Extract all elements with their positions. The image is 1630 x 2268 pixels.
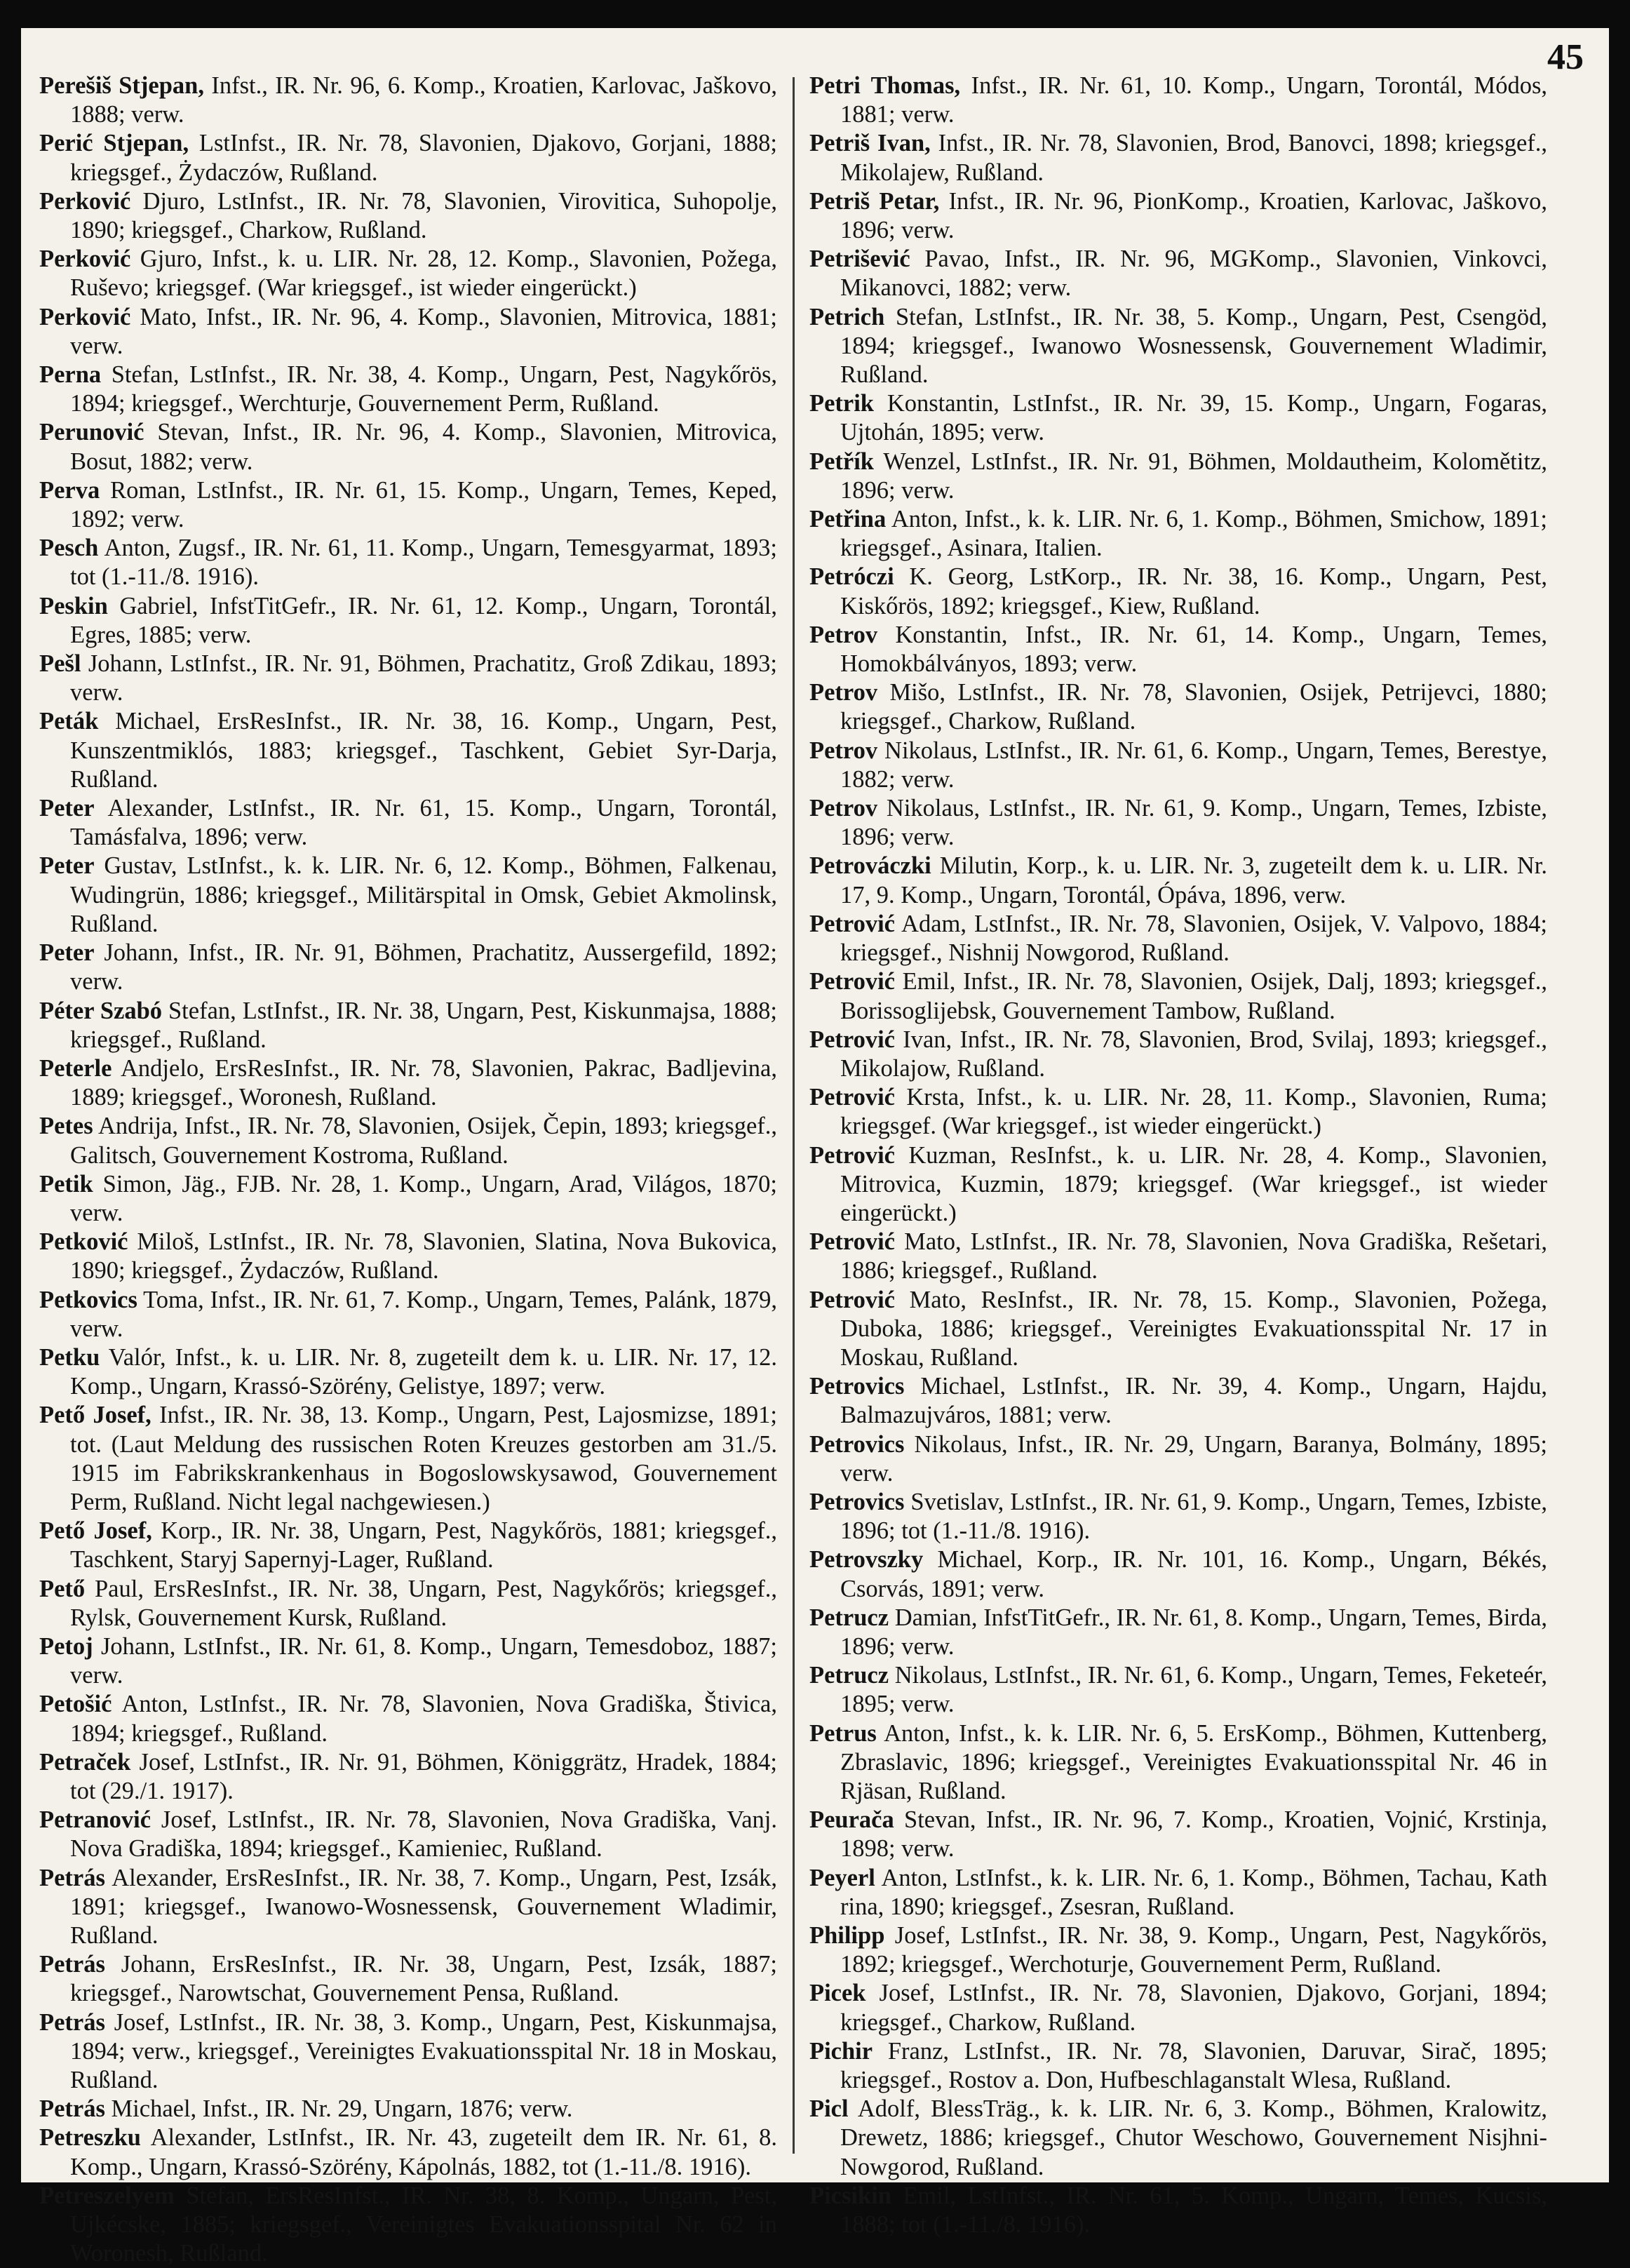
register-entry — [809, 678, 1547, 736]
register-entry — [809, 448, 1547, 505]
register-entry — [39, 1632, 777, 1690]
entry-name: Petrás — [39, 2008, 105, 2036]
entry-text: Adolf, BlessTräg., k. k. LIR. Nr. 6, 3. Komp., Böhmen, Kralowitz, Drewetz, 1886; kriegsgef., Chutor Weschowo, Gouvernement Nisjhni-Nowgorod, Rußland. — [840, 2095, 1547, 2180]
entry-name: Petrović — [809, 1084, 895, 1111]
entry-name: Petrov — [809, 679, 878, 706]
entry-name: Petřina — [809, 506, 887, 533]
entry-name: Petrović — [809, 1228, 895, 1256]
register-entry — [809, 1864, 1547, 1921]
register-entry — [809, 794, 1547, 852]
entry-name: Petkovics — [39, 1286, 137, 1313]
entry-text: Alexander, LstInfst., IR. Nr. 43, zugeteilt dem IR. Nr. 61, 8. Komp., Ungarn, Krassó-Szörény, Kápolnás, 1882, tot (1.-11./8. 1916). — [70, 2124, 777, 2180]
entry-text: Mato, ResInfst., IR. Nr. 78, 15. Komp., Slavonien, Požega, Duboka, 1886; kriegsgef., Vereinigtes Evakuationsspital Nr. 17 in Moskau, Rußland. — [840, 1286, 1547, 1371]
register-entry — [809, 303, 1547, 390]
entry-name: Pető — [39, 1575, 86, 1602]
register-entry — [809, 389, 1547, 447]
register-entry — [39, 187, 777, 245]
entry-text: Konstantin, Infst., IR. Nr. 61, 14. Komp., Ungarn, Temes, Homokbálványos, 1893; verw. — [840, 621, 1548, 678]
entry-name: Petreszelyem — [39, 2182, 175, 2209]
entry-name: Petrović — [809, 1141, 895, 1169]
register-entry — [809, 1141, 1547, 1228]
entry-text: Alexander, ErsResInfst., IR. Nr. 38, 7. Komp., Ungarn, Pest, Izsák, 1891; kriegsgef., Iwanowo-Wosnessensk, Gouvernement Wladimir, Rußland. — [70, 1864, 777, 1949]
entry-text: Nikolaus, LstInfst., IR. Nr. 61, 6. Komp., Ungarn, Temes, Berestye, 1882; verw. — [840, 737, 1548, 793]
entry-name: Petrik — [809, 390, 874, 417]
register-entry — [809, 1430, 1547, 1488]
entry-text: Svetislav, LstInfst., IR. Nr. 61, 9. Komp., Ungarn, Temes, Izbiste, 1896; tot (1.-11./8. 1916). — [840, 1488, 1548, 1545]
register-entry — [39, 1054, 777, 1112]
entry-name: Petrováczki — [809, 852, 931, 880]
entry-name: Perković — [39, 303, 131, 330]
entry-text: Anton, Infst., k. k. LIR. Nr. 6, 1. Komp., Böhmen, Smichow, 1891; kriegsgef., Asinara, Italien. — [840, 506, 1547, 562]
register-entry — [39, 1950, 777, 2008]
register-entry — [809, 967, 1547, 1025]
entry-text: Simon, Jäg., FJB. Nr. 28, 1. Komp., Ungarn, Arad, Világos, 1870; verw. — [70, 1170, 778, 1226]
register-entry — [809, 505, 1547, 563]
entry-name: Petranović — [39, 1806, 151, 1834]
entry-text: Miloš, LstInfst., IR. Nr. 78, Slavonien, Slatina, Nova Bukovica, 1890; kriegsgef., Żydaczów, Rußland. — [70, 1228, 777, 1284]
entry-text: Anton, Zugsf., IR. Nr. 61, 11. Komp., Ungarn, Temesgyarmat, 1893; tot (1.-11./8. 1916). — [70, 535, 777, 591]
entry-name: Petoj — [39, 1632, 93, 1660]
entry-name: Petrov — [809, 621, 878, 648]
register-entry — [809, 1921, 1547, 1979]
register-entry — [809, 563, 1547, 620]
entry-name: Peyerl — [809, 1864, 875, 1891]
register-entry — [39, 303, 777, 361]
entry-name: Petik — [39, 1170, 93, 1197]
entry-text: Gabriel, InfstTitGefr., IR. Nr. 61, 12. Komp., Ungarn, Torontál, Egres, 1885; verw. — [70, 592, 777, 648]
entry-text: Djuro, LstInfst., IR. Nr. 78, Slavonien, Virovitica, Suhopolje, 1890; kriegsgef., Charkow, Rußland. — [70, 187, 777, 244]
entry-name: Perva — [39, 476, 100, 504]
register-entry — [39, 2008, 777, 2095]
register-entry — [39, 707, 777, 794]
entry-text: Infst., IR. Nr. 96, PionKomp., Kroatien, Karlovac, Jaškovo, 1896; verw. — [840, 187, 1547, 244]
register-entry — [39, 1864, 777, 1951]
entry-name: Petrović — [809, 968, 895, 995]
register-entry — [809, 621, 1547, 678]
register-entry — [39, 72, 777, 129]
entry-text: Johann, Infst., IR. Nr. 91, Böhmen, Prachatitz, Aussergefild, 1892; verw. — [70, 939, 778, 995]
register-entry — [809, 737, 1547, 794]
entry-name: Petróczi — [809, 563, 894, 591]
entry-name: Peter — [39, 939, 95, 967]
register-entry — [809, 1719, 1547, 1806]
register-entry — [809, 1026, 1547, 1083]
register-entry — [809, 72, 1547, 129]
entry-text: Korp., IR. Nr. 38, Ungarn, Pest, Nagykőrös, 1881; kriegsgef., Taschkent, Staryj Sapernyj-Lager, Rußland. — [70, 1517, 778, 1573]
entry-name: Petriš Petar, — [809, 187, 940, 215]
entry-name: Petrovszky — [809, 1546, 924, 1573]
entry-name: Peter — [39, 795, 95, 822]
page-number: 45 — [1547, 37, 1584, 77]
entry-name: Petrás — [39, 2095, 105, 2123]
entry-text: Pavao, Infst., IR. Nr. 96, MGKomp., Slavonien, Vinkovci, Mikanovci, 1882; verw. — [840, 246, 1547, 302]
register-entry — [39, 1343, 777, 1401]
register-entry — [809, 1488, 1547, 1545]
register-entry — [39, 418, 777, 476]
entry-name: Pető Josef, — [39, 1402, 151, 1429]
entry-name: Perunović — [39, 419, 144, 446]
entry-text: Valór, Infst., k. u. LIR. Nr. 8, zugeteilt dem k. u. LIR. Nr. 17, 12. Komp., Ungarn, Krassó-Szörény, Gelistye, 1897; verw. — [70, 1343, 777, 1400]
entry-text: Damian, InfstTitGefr., IR. Nr. 61, 8. Komp., Ungarn, Temes, Birda, 1896; verw. — [840, 1604, 1548, 1660]
entry-text: Mato, LstInfst., IR. Nr. 78, Slavonien, Nova Gradiška, Rešetari, 1886; kriegsgef., Rußland. — [840, 1228, 1548, 1284]
register-entry — [809, 2037, 1547, 2095]
entry-text: Andrija, Infst., IR. Nr. 78, Slavonien, Osijek, Čepin, 1893; kriegsgef., Galitsch, Gouvernement Kostroma, Rußland. — [70, 1113, 777, 1169]
entry-name: Petreszku — [39, 2124, 141, 2152]
entry-text: Ivan, Infst., IR. Nr. 78, Slavonien, Brod, Svilaj, 1893; kriegsgef., Mikolajow, Rußland. — [840, 1026, 1548, 1082]
register-entry — [39, 852, 777, 939]
register-entry — [39, 2095, 777, 2123]
entry-name: Peurača — [809, 1806, 894, 1834]
entry-name: Petrus — [809, 1719, 877, 1747]
register-entry — [809, 1545, 1547, 1603]
register-entry — [39, 361, 777, 418]
register-entry — [809, 245, 1547, 302]
entry-text: Nikolaus, LstInfst., IR. Nr. 61, 6. Komp., Ungarn, Temes, Feketeér, 1895; verw. — [840, 1662, 1547, 1718]
entry-name: Pešl — [39, 650, 81, 678]
entry-text: Krsta, Infst., k. u. LIR. Nr. 28, 11. Komp., Slavonien, Ruma; kriegsgef. (War kriegsgef., ist wieder eingerückt.) — [840, 1084, 1547, 1140]
entry-name: Péter Szabó — [39, 997, 163, 1024]
register-entry — [809, 1604, 1547, 1661]
entry-name: Petes — [39, 1113, 93, 1140]
entry-name: Petrov — [809, 737, 878, 764]
entry-name: Petku — [39, 1343, 100, 1371]
entry-text: Alexander, LstInfst., IR. Nr. 61, 15. Komp., Ungarn, Torontál, Tamásfalva, 1896; verw. — [70, 795, 777, 851]
register-entry — [809, 1806, 1547, 1863]
entry-text: Michael, Infst., IR. Nr. 29, Ungarn, 1876; verw. — [111, 2095, 573, 2123]
entry-text: Infst., IR. Nr. 78, Slavonien, Brod, Banovci, 1898; kriegsgef., Mikolajew, Rußland. — [840, 130, 1547, 186]
register-entry — [39, 1170, 777, 1228]
entry-name: Picl — [809, 2095, 849, 2123]
entry-text: Mato, Infst., IR. Nr. 96, 4. Komp., Slavonien, Mitrovica, 1881; verw. — [70, 303, 778, 359]
register-entry — [39, 1228, 777, 1285]
register-entry — [809, 1661, 1547, 1719]
entry-text: LstInfst., IR. Nr. 78, Slavonien, Djakovo, Gorjani, 1888; kriegsgef., Żydaczów, Rußland. — [70, 130, 778, 186]
column-divider — [793, 77, 795, 2154]
entry-text: Infst., IR. Nr. 96, 6. Komp., Kroatien, Karlovac, Jaškovo, 1888; verw. — [70, 72, 778, 128]
entry-name: Perković — [39, 246, 131, 273]
register-entry — [39, 2123, 777, 2181]
register-entry — [39, 650, 777, 707]
entry-name: Peterle — [39, 1054, 112, 1082]
register-entry — [39, 2182, 777, 2268]
entry-text: Nikolaus, LstInfst., IR. Nr. 61, 9. Komp., Ungarn, Temes, Izbiste, 1896; verw. — [840, 795, 1548, 851]
register-entry — [39, 1401, 777, 1517]
entry-name: Peter — [39, 852, 95, 880]
entry-name: Petrovics — [809, 1430, 905, 1458]
entry-name: Picek — [809, 1980, 866, 2007]
register-entry — [809, 2182, 1547, 2239]
entry-text: Adam, LstInfst., IR. Nr. 78, Slavonien, Osijek, V. Valpovo, 1884; kriegsgef., Nishnij Nowgorod, Rußland. — [840, 910, 1547, 967]
entry-name: Petković — [39, 1228, 128, 1256]
entry-text: Michael, Korp., IR. Nr. 101, 16. Komp., Ungarn, Békés, Csorvás, 1891; verw. — [840, 1546, 1548, 1602]
entry-text: Josef, LstInfst., IR. Nr. 91, Böhmen, Königgrätz, Hradek, 1884; tot (29./1. 1917). — [70, 1748, 778, 1804]
entry-text: Wenzel, LstInfst., IR. Nr. 91, Böhmen, Moldautheim, Kolomětitz, 1896; verw. — [840, 448, 1547, 504]
register-entry — [809, 1083, 1547, 1141]
register-entry — [39, 1690, 777, 1747]
register-entry — [39, 129, 777, 187]
entry-text: Stefan, LstInfst., IR. Nr. 38, Ungarn, Pest, Kiskunmajsa, 1888; kriegsgef., Rußland. — [70, 997, 777, 1053]
entry-text: Emil, LstInfst., IR. Nr. 61, 5. Komp., Ungarn, Temes, Kucsis, 1888; tot (1.-11./8. 1916). — [840, 2182, 1548, 2239]
entry-text: Johann, LstInfst., IR. Nr. 61, 8. Komp., Ungarn, Temesdoboz, 1887; verw. — [70, 1632, 778, 1689]
entry-text: Konstantin, LstInfst., IR. Nr. 39, 15. Komp., Ungarn, Fogaras, Ujtohán, 1895; verw. — [840, 390, 1548, 446]
register-entry — [809, 1228, 1547, 1285]
entry-name: Petrov — [809, 795, 878, 822]
entry-name: Petrucz — [809, 1662, 889, 1689]
register-entry — [39, 534, 777, 591]
entry-name: Petri Thomas, — [809, 72, 961, 99]
register-entry — [809, 1286, 1547, 1373]
entry-text: Michael, LstInfst., IR. Nr. 39, 4. Komp., Ungarn, Hajdu, Balmazujváros, 1881; verw. — [840, 1373, 1548, 1429]
entry-text: Toma, Infst., IR. Nr. 61, 7. Komp., Ungarn, Temes, Palánk, 1879, verw. — [70, 1286, 777, 1342]
entry-name: Petrás — [39, 1951, 105, 1978]
entry-text: Gjuro, Infst., k. u. LIR. Nr. 28, 12. Komp., Slavonien, Požega, Ruševo; kriegsgef. (War kriegsgef., ist wieder eingerückt.) — [70, 246, 777, 302]
entry-text: Stefan, LstInfst., IR. Nr. 38, 4. Komp., Ungarn, Pest, Nagykőrös, 1894; kriegsgef., Werchturje, Gouvernement Perm, Rußland. — [70, 361, 777, 417]
entry-name: Petrovics — [809, 1373, 905, 1400]
entry-name: Petrich — [809, 303, 885, 330]
entry-text: Stefan, LstInfst., IR. Nr. 38, 5. Komp., Ungarn, Pest, Csengöd, 1894; kriegsgef., Iwanowo Wosnessensk, Gouvernement Wladimir, Rußland. — [840, 303, 1547, 389]
entry-name: Philipp — [809, 1922, 885, 1949]
entry-text: Infst., IR. Nr. 38, 13. Komp., Ungarn, Pest, Lajosmizse, 1891; tot. (Laut Meldung des russischen Roten Kreuzes gestorben am 31./5. 1915 im Fabrikskrankenhaus in Bogoslowskysawod, Gouvernement Perm, Rußland. Nicht legal nachgewiesen.) — [70, 1402, 778, 1515]
register-entry — [809, 852, 1547, 909]
register-entry — [809, 910, 1547, 967]
entry-name: Perić Stjepan, — [39, 130, 189, 157]
entry-name: Petřík — [809, 448, 874, 475]
entry-name: Perešiš Stjepan, — [39, 72, 204, 99]
entry-name: Pesch — [39, 535, 99, 562]
entry-text: Roman, LstInfst., IR. Nr. 61, 15. Komp., Ungarn, Temes, Keped, 1892; verw. — [70, 476, 778, 533]
entry-text: Infst., IR. Nr. 61, 10. Komp., Ungarn, Torontál, Módos, 1881; verw. — [840, 72, 1548, 128]
entry-name: Pichir — [809, 2037, 873, 2065]
entry-text: Michael, ErsResInfst., IR. Nr. 38, 16. Komp., Ungarn, Pest, Kunszentmiklós, 1883; kriegsgef., Taschkent, Gebiet Syr-Darja, Rußland. — [70, 708, 777, 793]
entry-name: Petrucz — [809, 1604, 889, 1631]
register-entry — [39, 1575, 777, 1632]
entry-name: Petrišević — [809, 246, 910, 273]
entry-text: Stefan, ErsResInfst., IR. Nr. 38, 8. Komp., Ungarn, Pest, Ujkécske, 1885; kriegsgef., Vereinigtes Evakuationsspital Nr. 62 in Woronesh, Rußland. — [70, 2182, 778, 2267]
entry-text: K. Georg, LstKorp., IR. Nr. 38, 16. Komp., Ungarn, Pest, Kiskőrös, 1892; kriegsgef., Kiew, Rußland. — [840, 563, 1547, 619]
entry-name: Petrović — [809, 1026, 895, 1053]
register-entry — [39, 1748, 777, 1806]
register-entry — [809, 1979, 1547, 2036]
entry-name: Petraček — [39, 1748, 131, 1776]
register-entry — [809, 2095, 1547, 2182]
register-entry — [809, 1372, 1547, 1430]
entry-name: Petrás — [39, 1864, 105, 1891]
entry-name: Pető Josef, — [39, 1517, 152, 1545]
register-entry — [39, 939, 777, 996]
entry-text: Anton, LstInfst., k. k. LIR. Nr. 6, 1. Komp., Böhmen, Tachau, Kath rina, 1890; kriegsgef., Zsesran, Rußland. — [840, 1864, 1547, 1920]
entry-name: Petrović — [809, 910, 895, 937]
register-entry — [39, 997, 777, 1054]
left-column — [39, 72, 777, 2268]
entry-text: Stevan, Infst., IR. Nr. 96, 4. Komp., Slavonien, Mitrovica, Bosut, 1882; verw. — [70, 419, 778, 475]
entry-text: Gustav, LstInfst., k. k. LIR. Nr. 6, 12. Komp., Böhmen, Falkenau, Wudingrün, 1886; kriegsgef., Militärspital in Omsk, Gebiet Akmolinsk, Rußland. — [70, 852, 777, 937]
entry-name: Petrovics — [809, 1488, 905, 1515]
entry-name: Peták — [39, 708, 99, 735]
entry-text: Franz, LstInfst., IR. Nr. 78, Slavonien, Daruvar, Sirač, 1895; kriegsgef., Rostov a. Don, Hufbeschlaganstalt Wlesa, Rußland. — [840, 2037, 1548, 2094]
entry-text: Johann, ErsResInfst., IR. Nr. 38, Ungarn, Pest, Izsák, 1887; kriegsgef., Narowtschat, Gouvernement Pensa, Rußland. — [70, 1951, 778, 2007]
register-entry — [809, 187, 1547, 245]
entry-text: Milutin, Korp., k. u. LIR. Nr. 3, zugeteilt dem k. u. LIR. Nr. 17, 9. Komp., Ungarn, Torontál, Ópáva, 1896, verw. — [840, 852, 1547, 908]
register-entry — [39, 245, 777, 302]
entry-text: Josef, LstInfst., IR. Nr. 38, 9. Komp., Ungarn, Pest, Nagykőrös, 1892; kriegsgef., Werchoturje, Gouvernement Perm, Rußland. — [840, 1922, 1547, 1978]
register-entry — [39, 794, 777, 852]
entry-text: Nikolaus, Infst., IR. Nr. 29, Ungarn, Baranya, Bolmány, 1895; verw. — [840, 1430, 1547, 1487]
entry-text: Kuzman, ResInfst., k. u. LIR. Nr. 28, 4. Komp., Slavonien, Mitrovica, Kuzmin, 1879; kriegsgef. (War kriegsgef., ist wieder eingerückt.) — [840, 1141, 1548, 1226]
entry-name: Perna — [39, 361, 102, 389]
entry-name: Peskin — [39, 592, 108, 619]
entry-text: Anton, LstInfst., IR. Nr. 78, Slavonien, Nova Gradiška, Štivica, 1894; kriegsgef., Rußland. — [70, 1691, 777, 1747]
page-sheet — [21, 28, 1609, 2267]
register-entry — [39, 476, 777, 534]
entry-text: Josef, LstInfst., IR. Nr. 78, Slavonien, Nova Gradiška, Vanj. Nova Gradiška, 1894; kriegsgef., Kamieniec, Rußland. — [70, 1806, 777, 1863]
entry-text: Andjelo, ErsResInfst., IR. Nr. 78, Slavonien, Pakrac, Badljevina, 1889; kriegsgef., Woronesh, Rußland. — [70, 1054, 777, 1111]
entry-text: Paul, ErsResInfst., IR. Nr. 38, Ungarn, Pest, Nagykőrös; kriegsgef., Rylsk, Gouvernement Kursk, Rußland. — [70, 1575, 778, 1631]
entry-text: Johann, LstInfst., IR. Nr. 91, Böhmen, Prachatitz, Groß Zdikau, 1893; verw. — [70, 650, 777, 706]
entry-name: Picsikin — [809, 2182, 891, 2209]
entry-text: Mišo, LstInfst., IR. Nr. 78, Slavonien, Osijek, Petrijevci, 1880; kriegsgef., Charkow, Rußland. — [840, 679, 1548, 735]
register-entry — [39, 1286, 777, 1343]
register-entry — [39, 1806, 777, 1863]
right-column — [809, 72, 1547, 2239]
entry-name: Petrović — [809, 1286, 895, 1313]
entry-name: Petriš Ivan, — [809, 130, 931, 157]
entry-text: Emil, Infst., IR. Nr. 78, Slavonien, Osijek, Dalj, 1893; kriegsgef., Borissoglijebsk, Gouvernement Tambow, Rußland. — [840, 968, 1547, 1024]
entry-text: Anton, Infst., k. k. LIR. Nr. 6, 5. ErsKomp., Böhmen, Kuttenberg, Zbraslavic, 1896; kriegsgef., Vereinigtes Evakuationsspital Nr. 46 in Rjäsan, Rußland. — [840, 1719, 1547, 1804]
entry-name: Petošić — [39, 1691, 112, 1718]
entry-text: Stevan, Infst., IR. Nr. 96, 7. Komp., Kroatien, Vojnić, Krstinja, 1898; verw. — [840, 1806, 1548, 1863]
entry-text: Josef, LstInfst., IR. Nr. 38, 3. Komp., Ungarn, Pest, Kiskunmajsa, 1894; verw., kriegsgef., Vereinigtes Evakuationsspital Nr. 18 in Moskau, Rußland. — [70, 2008, 777, 2094]
entry-text: Josef, LstInfst., IR. Nr. 78, Slavonien, Djakovo, Gorjani, 1894; kriegsgef., Charkow, Rußland. — [840, 1980, 1547, 2036]
register-entry — [809, 129, 1547, 187]
register-entry — [39, 1112, 777, 1169]
entry-name: Perković — [39, 187, 131, 215]
register-entry — [39, 1517, 777, 1574]
register-entry — [39, 592, 777, 650]
